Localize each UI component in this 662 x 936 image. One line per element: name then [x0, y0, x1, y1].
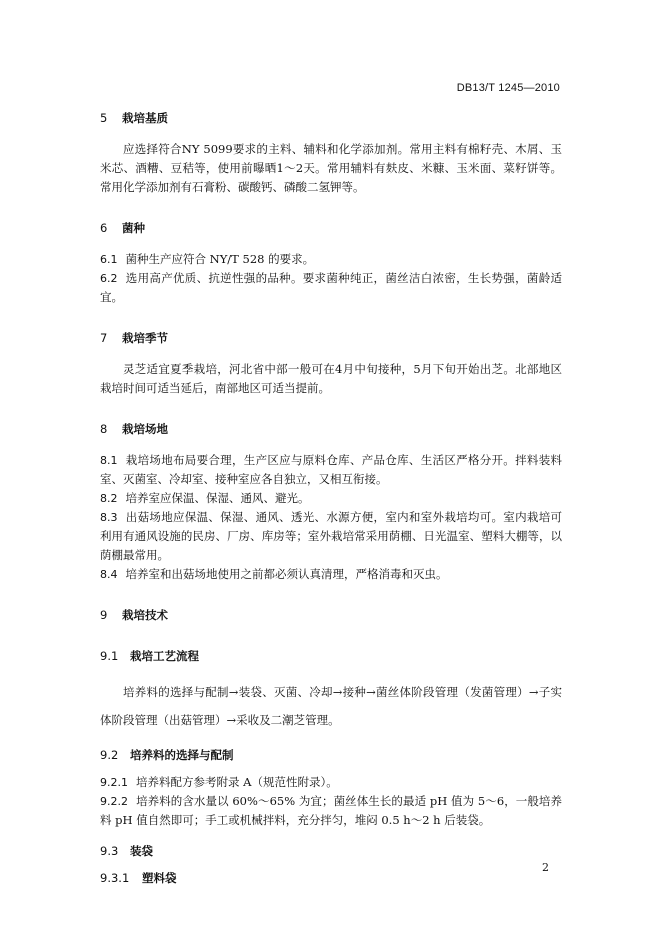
paragraph: 应选择符合NY 5099要求的主料、辅料和化学添加剂。常用主料有棉籽壳、木屑、玉米芯、酒糟、豆秸等，使用前曝晒1～2天。常用辅料有麸皮、米糠、玉米面、菜籽饼等。常用化学添加剂有石膏粉、碳酸钙、磷酸二氢钾等。	[100, 142, 562, 194]
subsection-heading	[100, 842, 562, 861]
item-number: 9.2.1	[100, 776, 128, 789]
subsection-heading	[100, 647, 562, 666]
section-title: 栽培场地	[122, 422, 168, 436]
item-text: 培养料的含水量以 60%～65% 为宜；菌丝体生长的最适 pH 值为 5～6，一般培养料 pH 值自然即可；手工或机械拌料，充分拌匀，堆闷 0.5 h～2 h 后装袋。	[100, 794, 562, 827]
section-number: 6	[100, 221, 108, 235]
item-number: 8.1	[100, 454, 118, 467]
item-number: 8.3	[100, 511, 118, 524]
item-text: 培养室应保温、保湿、通风、避光。	[125, 491, 310, 505]
section-heading	[100, 219, 562, 238]
section-number: 8	[100, 422, 108, 436]
list-item	[100, 508, 562, 565]
list-item	[100, 565, 562, 584]
list-item	[100, 773, 562, 792]
subsection-number: 9.3.1	[100, 871, 130, 885]
section-title: 菌种	[122, 221, 145, 235]
item-number: 8.4	[100, 568, 118, 581]
subsection-title: 塑料袋	[142, 871, 177, 885]
item-text: 出菇场地应保温、保湿、通风、透光、水源方便，室内和室外栽培均可。室内栽培可利用有通风设施的民房、厂房、库房等；室外栽培常采用荫棚、日光温室、塑料大棚等，以荫棚最常用。	[100, 510, 562, 562]
section-number: 9	[100, 608, 108, 622]
section-number: 5	[100, 111, 108, 125]
item-text: 培养料配方参考附录 A（规范性附录）。	[136, 775, 338, 789]
section-heading	[100, 606, 562, 625]
subsection-number: 9.3	[100, 844, 119, 858]
list-item	[100, 269, 562, 307]
item-number: 6.1	[100, 253, 118, 266]
item-number: 9.2.2	[100, 795, 128, 808]
item-text: 栽培场地布局要合理，生产区应与原料仓库、产品仓库、生活区严格分开。拌料装料室、灭菌室、冷却室、接种室应各自独立，又相互衔接。	[100, 453, 562, 486]
page-number: 2	[542, 861, 549, 874]
section-heading	[100, 420, 562, 439]
section-number: 7	[100, 331, 108, 345]
process-flow-paragraph: 培养料的选择与配制→装袋、灭菌、冷却→接种→菌丝体阶段管理（发菌管理）→子实体阶段管理（出菇管理）→采收及二潮芝管理。	[100, 685, 562, 727]
section-title: 栽培基质	[122, 111, 168, 125]
subsection-title: 培养料的选择与配制	[130, 748, 234, 762]
item-text: 菌种生产应符合 NY/T 528 的要求。	[125, 252, 315, 266]
section-heading	[100, 109, 562, 128]
section-title: 栽培技术	[122, 608, 168, 622]
subsection-heading	[100, 746, 562, 765]
list-item	[100, 489, 562, 508]
list-item	[100, 792, 562, 830]
subsection-title: 装袋	[130, 844, 153, 858]
subsection-number: 9.2	[100, 748, 119, 762]
subsection-title: 栽培工艺流程	[130, 649, 199, 663]
item-text: 选用高产优质、抗逆性强的品种。要求菌种纯正，菌丝洁白浓密，生长势强，菌龄适宜。	[100, 271, 562, 304]
section-heading	[100, 329, 562, 348]
item-text: 培养室和出菇场地使用之前都必须认真清理，严格消毒和灭虫。	[125, 567, 448, 581]
subsection-number: 9.1	[100, 649, 119, 663]
item-number: 8.2	[100, 492, 118, 505]
document-body	[100, 109, 562, 888]
paragraph: 灵芝适宜夏季栽培，河北省中部一般可在4月中旬接种，5月下旬开始出芝。北部地区栽培时间可适当延后，南部地区可适当提前。	[100, 362, 562, 395]
subsection-heading	[100, 869, 562, 888]
document-code: DB13/T 1245—2010	[456, 82, 560, 94]
list-item	[100, 250, 562, 269]
list-item	[100, 451, 562, 489]
item-number: 6.2	[100, 272, 118, 285]
section-title: 栽培季节	[122, 331, 168, 345]
